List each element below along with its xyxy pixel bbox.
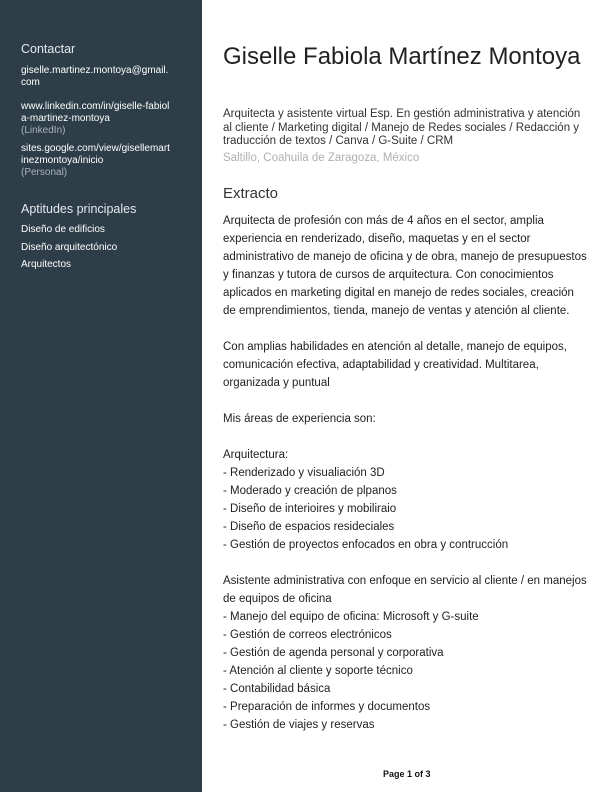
linkedin-block [21, 101, 171, 137]
sidebar [0, 0, 202, 792]
page-number: Page 1 of 3 [383, 769, 431, 779]
linkedin-label: (LinkedIn) [21, 125, 66, 136]
skill-item: Diseño arquitectónico [21, 241, 118, 253]
skill-item: Arquitectos [21, 259, 72, 270]
skill-item: Diseño de edificios [21, 224, 105, 235]
skills-list [21, 224, 117, 277]
summary-text: Arquitecta de profesión con más de 4 años en el sector, amplia experiencia en renderizado, diseño, maquetas y en el sector administrativo de manejo de oficina y de obra, manejo de presupuestos y finanzas y tutora de cursos de arquitectura. Con conocimientos aplicados en marketing digital en manejo de redes sociales, creación de emprendimientos, tienda, manejo de ventas y atención al cliente. Con amplias habilidades en atención al detalle, manejo de equipos, comunicación efectiva, adaptabilidad y creatividad. Multitarea, organizada y puntual Mis áreas de experiencia son: Arquitectura: - Renderizado y visualiación 3D - Moderado y creación de plpanos - Diseño de interioires y mobiliraio - Diseño de espacios resideciales - Gestión de proyectos enfocados en obra y contrucción Asistente administrativa con enfoque en servicio al cliente / en manejos de equipos de oficina - Manejo del equipo de oficina: Microsoft y G-suite - Gestión de correos electrónicos - Gestión de agenda personal y corporativa - Atención al cliente y soporte técnico - Contabilidad básica - Preparación de informes y documentos - Gestión de viajes y reservas [223, 215, 587, 731]
profile-location: Saltillo, Coahuila de Zaragoza, México [223, 152, 420, 164]
contact-heading: Contactar [21, 42, 76, 56]
summary-section [223, 212, 588, 734]
personal-site-link[interactable]: sites.google.com/view/gisellemartinezmontoya/inicio [21, 143, 170, 166]
skills-heading: Aptitudes principales [21, 202, 137, 216]
profile-name: Giselle Fabiola Martínez Montoya [223, 43, 581, 70]
personal-site-label: (Personal) [21, 167, 68, 178]
personal-site-block [21, 143, 171, 179]
profile-headline: Arquitecta y asistente virtual Esp. En gestión administrativa y atención al cliente / Marketing digital / Manejo de Redes sociales / Redacción y traducción de textos / Canva / G-Suite / CRM [223, 108, 581, 147]
email-link[interactable]: giselle.martinez.montoya@gmail.com [21, 65, 169, 88]
linkedin-link[interactable]: www.linkedin.com/in/giselle-fabiola-martinez-montoya [21, 101, 170, 124]
summary-title: Extracto [223, 185, 279, 202]
